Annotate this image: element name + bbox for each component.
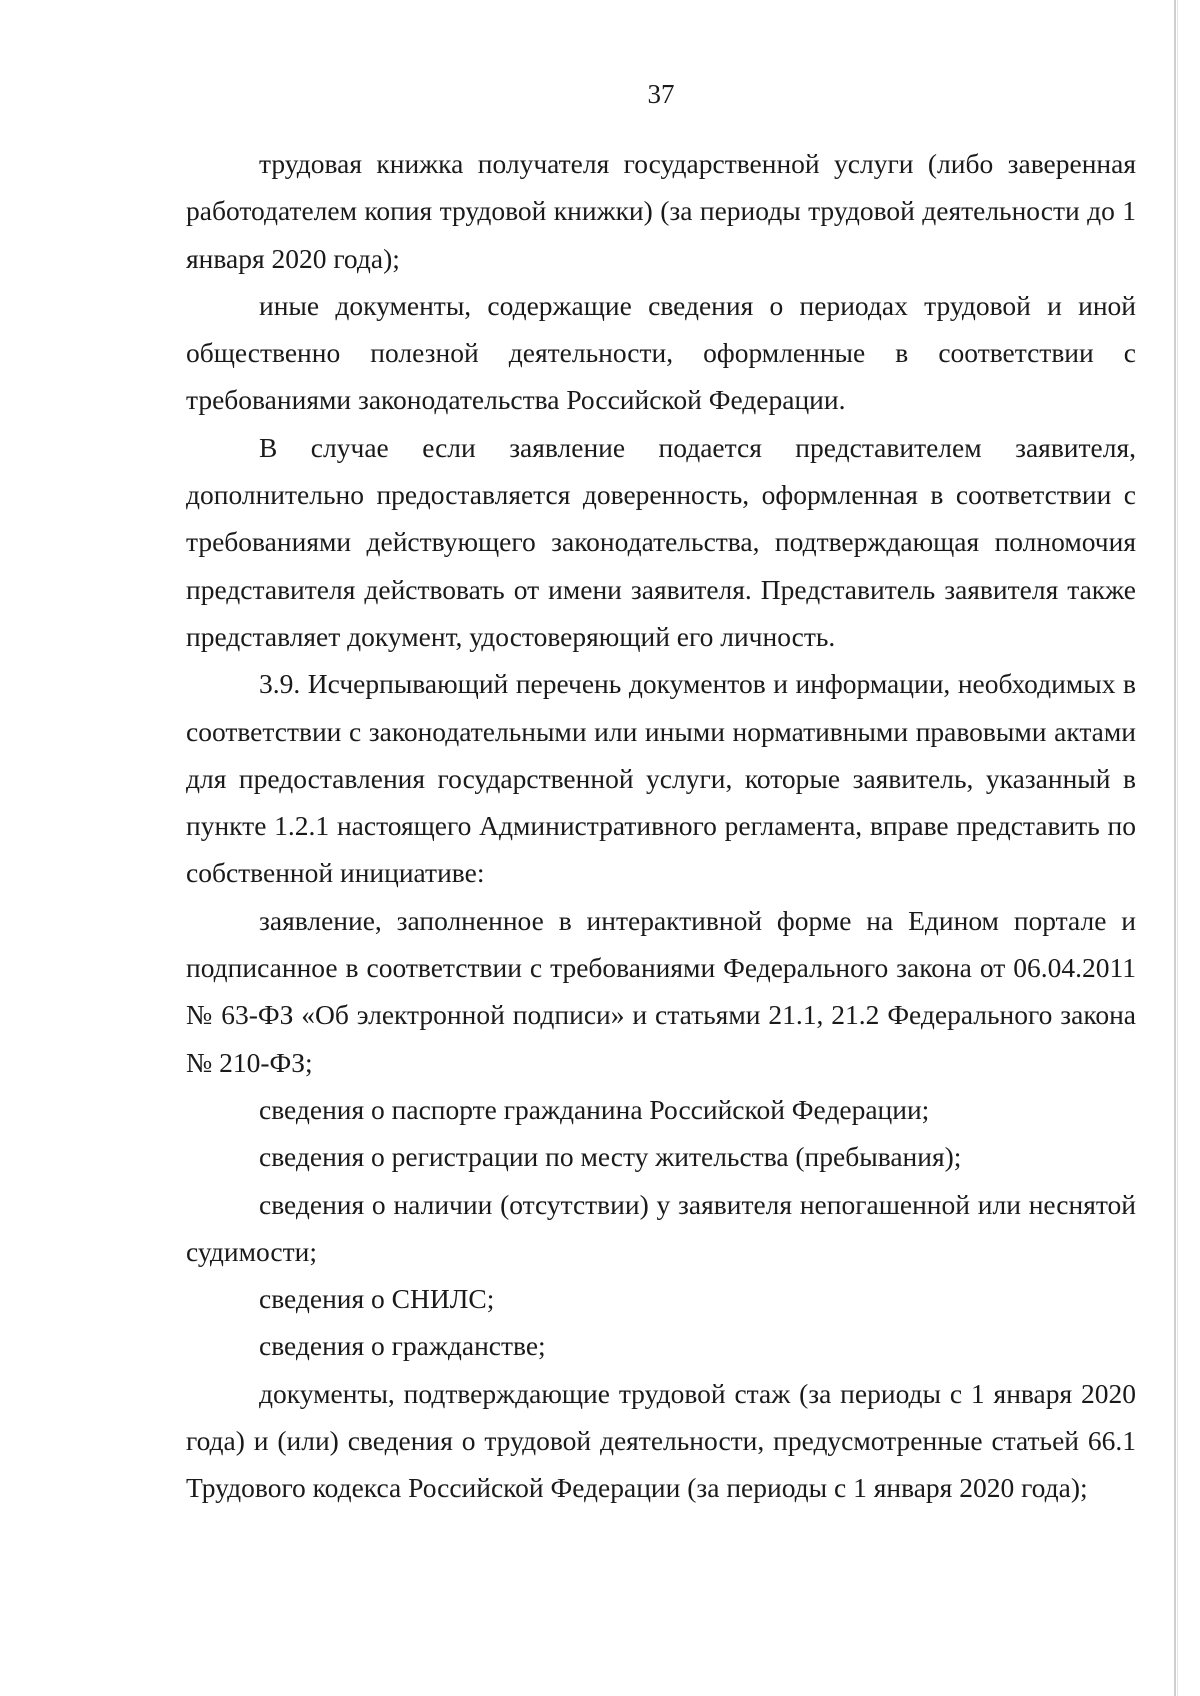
paragraph-application-portal: заявление, заполненное в интерактивной форме на Едином портале и подписанное в соответствии с требованиями Федерального закона от 06.04.2011 № 63-ФЗ «Об электронной подписи» и статьями 21.1, 21.2 Федерального закона № 210-ФЗ; xyxy=(186,904,1136,1078)
paragraph-work-experience-docs: документы, подтверждающие трудовой стаж (за периоды с 1 января 2020 года) и (или) сведения о трудовой деятельности, предусмотренные статьей 66.1 Трудового кодекса Российской Федерации (за периоды с 1 января 2020 года); xyxy=(186,1377,1136,1504)
page-number: 37 xyxy=(647,79,675,109)
paragraph-registration-info: сведения о регистрации по месту жительства (пребывания); xyxy=(259,1141,962,1173)
scan-edge-line xyxy=(1174,0,1176,1696)
paragraph-criminal-record-info: сведения о наличии (отсутствии) у заявителя непогашенной или неснятой судимости; xyxy=(186,1188,1136,1267)
paragraph-passport-info: сведения о паспорте гражданина Российской Федерации; xyxy=(259,1093,930,1125)
scan-edge-line-secondary xyxy=(1177,0,1178,1696)
body-text xyxy=(186,140,1136,1512)
paragraph-work-record-book: трудовая книжка получателя государственной услуги (либо заверенная работодателем копия трудовой книжки) (за периоды трудовой деятельности до 1 января 2020 года); xyxy=(186,148,1136,274)
paragraph-other-documents: иные документы, содержащие сведения о периодах трудовой и иной общественно полезной деятельности, оформленные в соответствии с требованиями законодательства Российской Федерации. xyxy=(186,289,1136,416)
paragraph-citizenship-info: сведения о гражданстве; xyxy=(259,1330,546,1362)
paragraph-section-3-9: 3.9. Исчерпывающий перечень документов и информации, необходимых в соответствии с законодательными или иными нормативными правовыми актами для предоставления государственной услуги, которые заявитель, указанный в пункте 1.2.1 настоящего Административного регламента, вправе представить по собственной инициативе: xyxy=(186,668,1136,889)
paragraph-representative: В случае если заявление подается представителем заявителя, дополнительно предоставляется доверенность, оформленная в соответствии с требованиями действующего законодательства, подтверждающая полномочия представителя действовать от имени заявителя. Представитель заявителя также представляет документ, удостоверяющий его личность. xyxy=(186,431,1136,652)
paragraph-snils-info: сведения о СНИЛС; xyxy=(259,1283,495,1315)
